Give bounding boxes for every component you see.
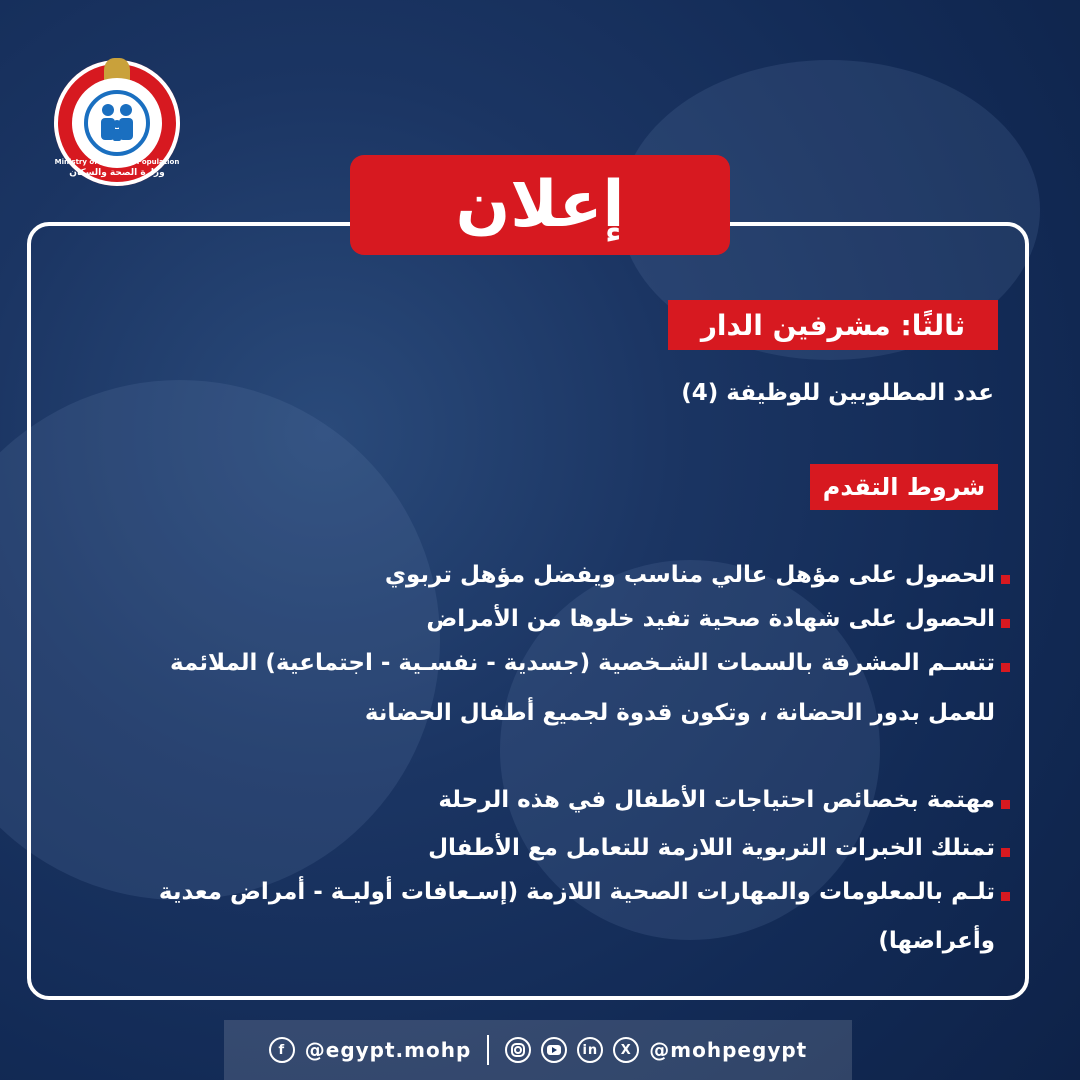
social-footer xyxy=(224,1020,852,1080)
linkedin-icon[interactable]: in xyxy=(577,1037,603,1063)
condition-item: تلـم بالمعلومات والمهارات الصحية اللازمة (إسـعافات أوليـة - أمراض معدية xyxy=(158,879,995,905)
bullet-icon xyxy=(1001,848,1010,857)
ministry-logo xyxy=(54,60,180,186)
facebook-handle[interactable]: @egypt.mohp xyxy=(304,1038,472,1062)
condition-item: الحصول على مؤهل عالي مناسب ويفضل مؤهل تربوي xyxy=(384,562,995,588)
conditions-label-text: شروط التقدم xyxy=(822,473,986,501)
condition-item: مهتمة بخصائص احتياجات الأطفال في هذه الرحلة xyxy=(438,787,995,813)
conditions-label xyxy=(810,464,998,510)
youtube-icon[interactable] xyxy=(541,1037,567,1063)
bullet-icon xyxy=(1001,619,1010,628)
section-label-text: ثالثًا: مشرفين الدار xyxy=(700,308,966,342)
condition-item-continued: للعمل بدور الحضانة ، وتكون قدوة لجميع أطفال الحضانة xyxy=(364,700,995,726)
condition-item-continued: وأعراضها) xyxy=(878,928,995,954)
family-icon xyxy=(84,90,150,156)
title-badge xyxy=(350,155,730,255)
other-handle[interactable]: @mohpegypt xyxy=(649,1038,808,1062)
footer-separator xyxy=(487,1035,489,1065)
facebook-icon[interactable]: f xyxy=(269,1037,295,1063)
bullet-icon xyxy=(1001,575,1010,584)
x-icon[interactable]: X xyxy=(613,1037,639,1063)
page-title: إعلان xyxy=(455,168,625,242)
instagram-icon[interactable] xyxy=(505,1037,531,1063)
logo-text-ar: وزارة الصحة والسكان xyxy=(69,168,165,178)
condition-item: تمتلك الخبرات التربوية اللازمة للتعامل مع الأطفال xyxy=(428,835,995,861)
section-label xyxy=(668,300,998,350)
bullet-icon xyxy=(1001,892,1010,901)
condition-item: تتسـم المشرفة بالسمات الشـخصية (جسدية - نفسـية - اجتماعية) الملائمة xyxy=(169,650,995,676)
required-count: عدد المطلوبين للوظيفة (4) xyxy=(681,380,994,406)
condition-item: الحصول على شهادة صحية تفيد خلوها من الأمراض xyxy=(426,606,995,632)
logo-text-en: Ministry of Health & Population xyxy=(54,158,180,166)
bullet-icon xyxy=(1001,800,1010,809)
bullet-icon xyxy=(1001,663,1010,672)
